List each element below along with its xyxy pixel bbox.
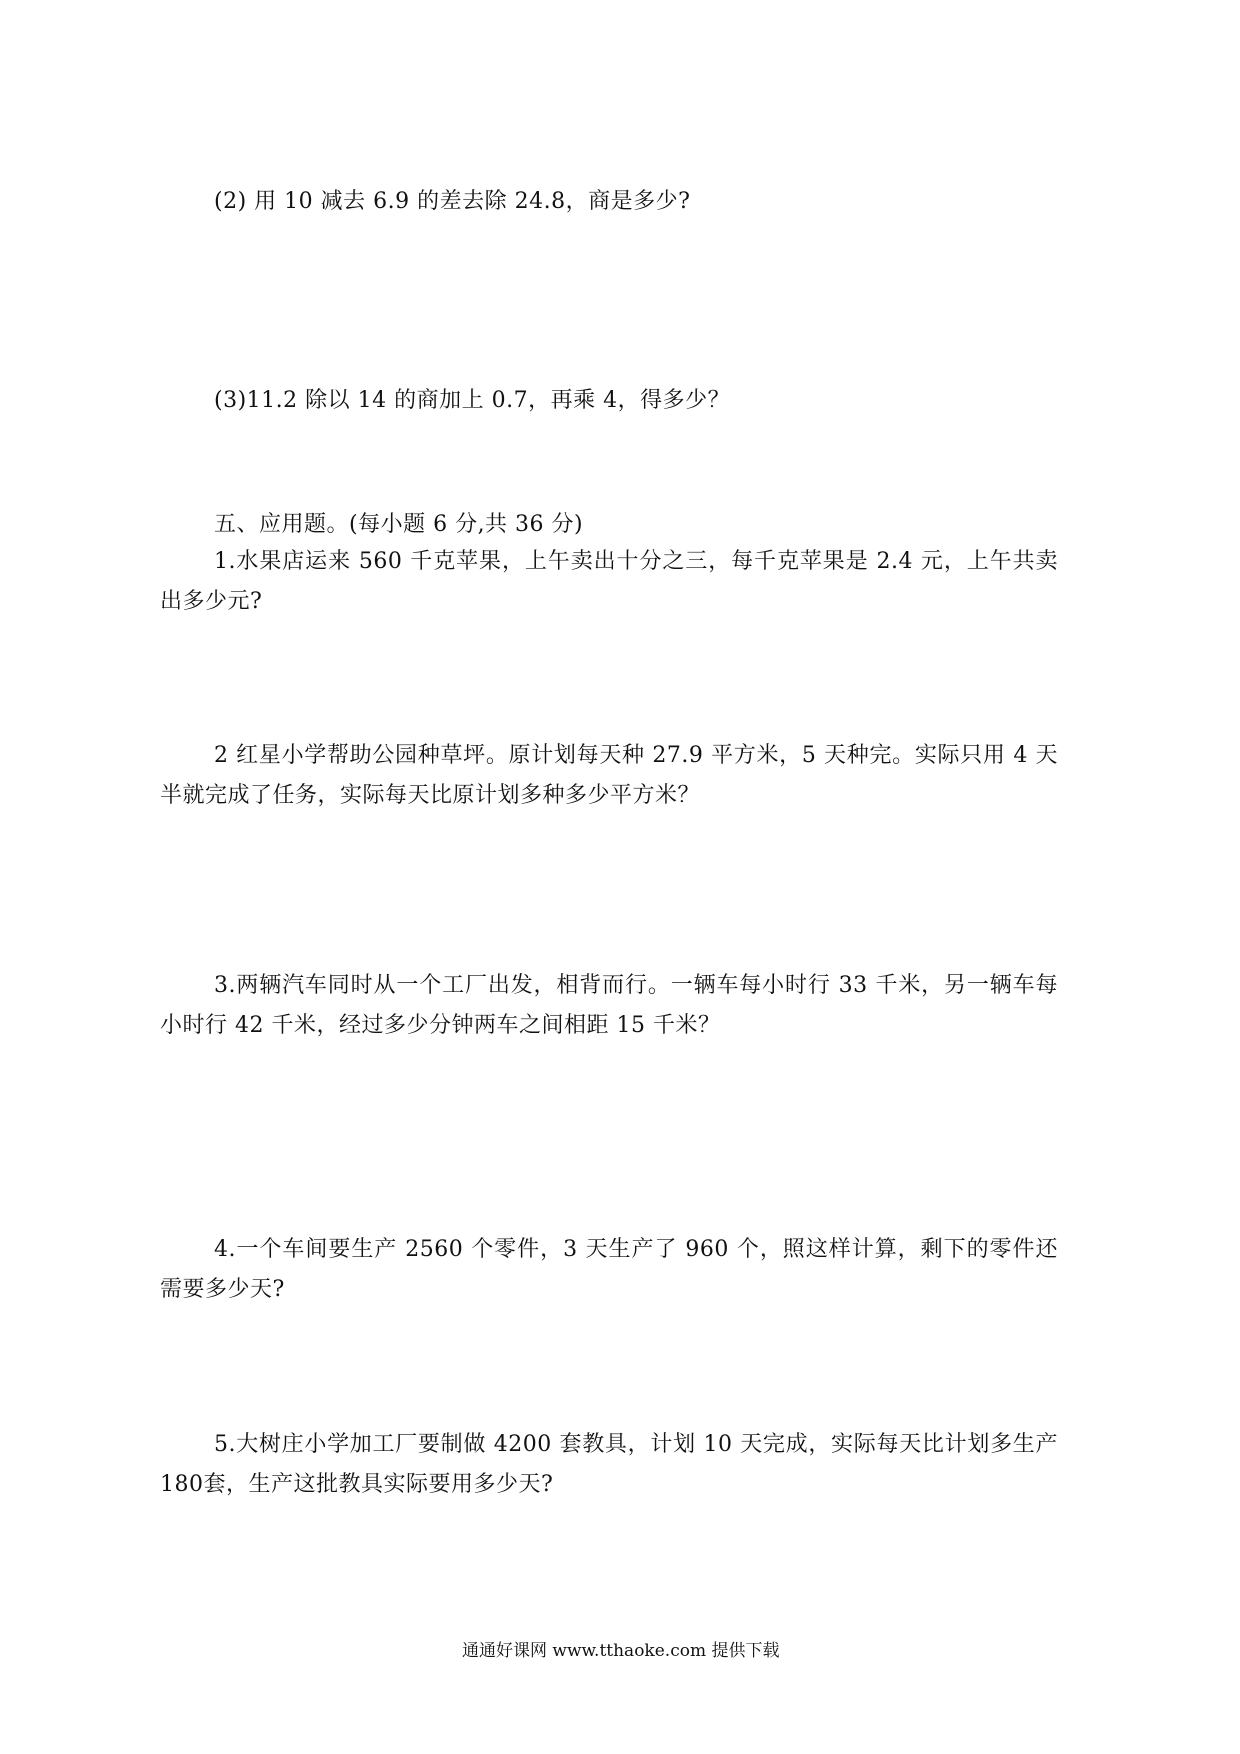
word-problem-5: 5.大树庄小学加工厂要制做 4200 套教具，计划 10 天完成，实际每天比计划多生产 180套，生产这批教具实际要用多少天?: [160, 1432, 1058, 1497]
section-five-heading: 五、应用题。(每小题 6 分,共 36 分): [214, 512, 584, 537]
calc-question-3: (3)11.2 除以 14 的商加上 0.7，再乘 4，得多少？: [214, 388, 731, 413]
footer-download-note: 通通好课网 www.tthaoke.com 提供下载: [462, 1641, 780, 1661]
calc-question-2: (2) 用 10 减去 6.9 的差去除 24.8，商是多少?: [214, 189, 691, 214]
word-problem-3: 3.两辆汽车同时从一个工厂出发，相背而行。一辆车每小时行 33 千米，另一辆车每小时行 42 千米，经过多少分钟两车之间相距 15 千米？: [160, 973, 1058, 1038]
word-problem-4: 4.一个车间要生产 2560 个零件，3 天生产了 960 个，照这样计算，剩下的零件还需要多少天?: [160, 1237, 1058, 1302]
word-problem-2: 2 红星小学帮助公园种草坪。原计划每天种 27.9 平方米，5 天种完。实际只用 4 天半就完成了任务，实际每天比原计划多种多少平方米？: [160, 743, 1058, 808]
word-problem-1: 1.水果店运来 560 千克苹果，上午卖出十分之三，每千克苹果是 2.4 元，上午共卖出多少元?: [160, 549, 1058, 614]
